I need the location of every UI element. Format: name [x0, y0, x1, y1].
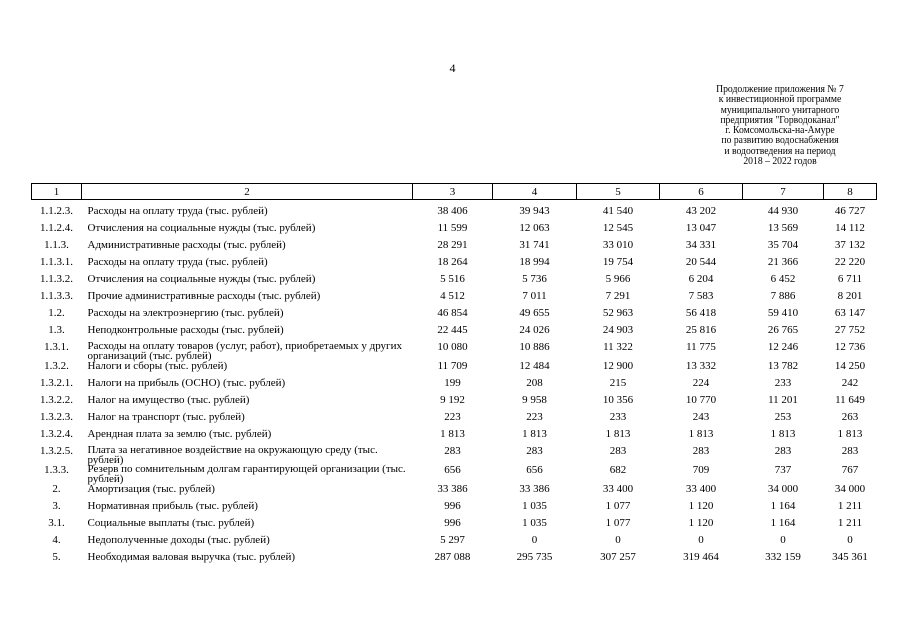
table-row: [32, 361, 877, 378]
table-row: [32, 465, 877, 484]
row-value-cell: 295 735: [516, 551, 553, 563]
row-value-cell: 1 813: [688, 428, 714, 440]
row-value-cell: 215: [609, 377, 627, 389]
row-value-cell: 56 418: [685, 307, 717, 319]
header-note-line: к инвестиционной программе: [718, 94, 842, 106]
row-value-cell: 1 120: [688, 517, 714, 529]
table-row: [32, 200, 877, 224]
row-value-cell: 33 386: [519, 483, 550, 495]
table-row: [32, 342, 877, 361]
row-name-cell: Социальные выплаты (тыс. рублей): [87, 517, 255, 529]
header-cell: 4: [493, 184, 577, 200]
row-name-cell: Необходимая валовая выручка (тыс. рублей): [87, 551, 296, 563]
row-value-cell: 33 400: [685, 483, 717, 495]
row-value-cell: 14 250: [834, 360, 866, 372]
table-row: [32, 484, 877, 501]
row-value-cell: 1 164: [770, 500, 796, 512]
row-value-cell: 709: [692, 464, 710, 476]
row-value-cell: 242: [841, 377, 859, 389]
row-value-cell: 1 813: [522, 428, 547, 440]
row-code-cell: 1.3.1.: [44, 341, 69, 353]
row-value-cell: 1 813: [837, 428, 863, 440]
row-name-cell: Налоги и сборы (тыс. рублей): [87, 360, 228, 372]
table-row: [32, 223, 877, 240]
row-value-cell: 243: [692, 411, 710, 423]
row-value-cell: 37 132: [834, 239, 866, 251]
expenses-table: [31, 183, 877, 569]
row-name-cell: Отчисления на социальные нужды (тыс. рублей): [87, 273, 316, 285]
row-value-cell: 33 010: [602, 239, 634, 251]
row-value-cell: 1 077: [605, 517, 631, 529]
table-row: [32, 552, 877, 569]
row-value-cell: 283: [692, 445, 710, 457]
row-value-cell: 253: [774, 411, 792, 423]
row-name-cell: Амортизация (тыс. рублей): [87, 483, 215, 495]
row-value-cell: 224: [692, 377, 710, 389]
row-value-cell: 1 077: [605, 500, 631, 512]
row-value-cell: 1 813: [605, 428, 631, 440]
row-code-cell: 1.3.2.2.: [40, 394, 73, 406]
row-value-cell: 5 516: [440, 273, 465, 285]
row-value-cell: 682: [609, 464, 627, 476]
row-value-cell: 307 257: [600, 551, 636, 563]
row-value-cell: 332 159: [765, 551, 801, 563]
header-cell: 3: [413, 184, 493, 200]
header-note-line: Продолжение приложения № 7: [716, 84, 844, 95]
row-value-cell: 13 332: [685, 360, 717, 372]
row-value-cell: 11 709: [437, 360, 468, 372]
row-code-cell: 1.1.2.3.: [40, 205, 73, 217]
row-name-cell: Недополученные доходы (тыс. рублей): [87, 534, 270, 546]
row-value-cell: 34 000: [767, 483, 799, 495]
row-code-cell: 1.3.2.1.: [40, 377, 73, 389]
row-name-cell: Неподконтрольные расходы (тыс. рублей): [87, 324, 284, 336]
row-value-cell: 44 930: [767, 205, 799, 217]
row-name-cell: Расходы на электроэнергию (тыс. рублей): [87, 307, 284, 319]
row-value-cell: 38 406: [437, 205, 468, 217]
row-value-cell: 996: [444, 517, 461, 529]
row-value-cell: 5 297: [440, 534, 465, 546]
header-note-line: г. Комсомольска-на-Амуре: [725, 125, 835, 137]
row-value-cell: 1 164: [770, 517, 796, 529]
row-value-cell: 345 361: [832, 551, 868, 563]
row-value-cell: 0: [847, 534, 853, 546]
row-value-cell: 9 958: [522, 394, 547, 406]
row-value-cell: 7 011: [522, 290, 547, 302]
row-value-cell: 7 291: [605, 290, 631, 302]
row-value-cell: 283: [841, 445, 859, 457]
row-value-cell: 6 711: [837, 273, 863, 285]
row-code-cell: 1.3.3.: [44, 464, 69, 476]
row-value-cell: 49 655: [519, 307, 550, 319]
header-note-line: предприятия "Горводоканал": [720, 114, 840, 126]
header-cell: 7: [743, 184, 824, 200]
row-value-cell: 39 943: [519, 205, 550, 217]
row-code-cell: 1.2.: [48, 307, 65, 319]
row-value-cell: 43 202: [685, 205, 717, 217]
row-value-cell: 1 035: [522, 517, 547, 529]
row-value-cell: 27 752: [834, 324, 866, 336]
row-name-cell: Плата за негативное воздействие на окружающую среду (тыс. рублей): [87, 444, 378, 466]
table-row: [32, 378, 877, 395]
row-value-cell: 996: [444, 500, 461, 512]
row-name-cell: Отчисления на социальные нужды (тыс. рублей): [87, 222, 316, 234]
row-value-cell: 1 120: [688, 500, 714, 512]
row-value-cell: 33 386: [437, 483, 468, 495]
appendix-header-note: [688, 85, 872, 167]
row-value-cell: 223: [526, 411, 543, 423]
row-name-cell: Резерв по сомнительным долгам гарантирующей организации (тыс. рублей): [87, 463, 406, 485]
row-value-cell: 6 204: [688, 273, 714, 285]
row-value-cell: 737: [774, 464, 792, 476]
row-value-cell: 10 886: [519, 341, 550, 353]
row-value-cell: 24 903: [602, 324, 634, 336]
row-code-cell: 1.3.2.3.: [40, 411, 73, 423]
row-code-cell: 1.1.3.3.: [40, 290, 73, 302]
row-value-cell: 6 452: [770, 273, 796, 285]
row-value-cell: 10 356: [602, 394, 634, 406]
row-value-cell: 19 754: [602, 256, 634, 268]
row-value-cell: 26 765: [767, 324, 799, 336]
header-note-line: по развитию водоснабжения: [721, 135, 839, 147]
row-value-cell: 283: [526, 445, 543, 457]
row-value-cell: 199: [444, 377, 461, 389]
header-cell: 2: [82, 184, 413, 200]
row-value-cell: 319 464: [683, 551, 719, 563]
row-value-cell: 767: [841, 464, 859, 476]
row-value-cell: 223: [444, 411, 461, 423]
row-value-cell: 10 770: [685, 394, 717, 406]
table-body: [32, 200, 877, 570]
row-value-cell: 4 512: [440, 290, 465, 302]
row-name-cell: Арендная плата за землю (тыс. рублей): [87, 428, 272, 440]
row-value-cell: 263: [841, 411, 859, 423]
row-value-cell: 12 736: [834, 341, 866, 353]
row-value-cell: 12 900: [602, 360, 634, 372]
table-row: [32, 308, 877, 325]
row-value-cell: 18 994: [519, 256, 550, 268]
table-row: [32, 257, 877, 274]
table-row: [32, 291, 877, 308]
row-value-cell: 208: [526, 377, 543, 389]
row-value-cell: 22 445: [437, 324, 468, 336]
row-value-cell: 0: [531, 534, 538, 546]
row-value-cell: 13 569: [767, 222, 799, 234]
row-value-cell: 1 035: [522, 500, 547, 512]
row-value-cell: 31 741: [519, 239, 550, 251]
row-value-cell: 8 201: [837, 290, 863, 302]
header-cell: 6: [660, 184, 743, 200]
table-row: [32, 518, 877, 535]
row-value-cell: 34 331: [685, 239, 717, 251]
row-value-cell: 20 544: [685, 256, 717, 268]
row-value-cell: 63 147: [834, 307, 866, 319]
row-name-cell: Расходы на оплату товаров (услуг, работ), приобретаемых у других организаций (тыс. рублей): [87, 340, 402, 362]
row-name-cell: Нормативная прибыль (тыс. рублей): [87, 500, 258, 512]
row-value-cell: 28 291: [437, 239, 468, 251]
row-code-cell: 1.1.2.4.: [40, 222, 73, 234]
row-name-cell: Расходы на оплату труда (тыс. рублей): [87, 205, 268, 217]
row-value-cell: 287 088: [434, 551, 471, 563]
header-note-line: и водоотведения на период: [724, 145, 836, 157]
row-code-cell: 1.1.3.: [44, 239, 69, 251]
row-value-cell: 656: [526, 464, 543, 476]
table-row: [32, 240, 877, 257]
row-value-cell: 21 366: [767, 256, 799, 268]
row-value-cell: 283: [609, 445, 627, 457]
row-code-cell: 3.: [52, 500, 61, 512]
row-value-cell: 22 220: [834, 256, 866, 268]
row-value-cell: 5 966: [605, 273, 631, 285]
row-name-cell: Прочие административные расходы (тыс. рублей): [87, 290, 321, 302]
row-code-cell: 5.: [52, 551, 61, 563]
row-value-cell: 0: [780, 534, 786, 546]
row-name-cell: Налоги на прибыль (ОСНО) (тыс. рублей): [87, 377, 286, 389]
header-note-line: 2018 – 2022 годов: [743, 156, 817, 168]
row-value-cell: 11 649: [835, 394, 865, 406]
row-code-cell: 2.: [52, 483, 61, 495]
row-value-cell: 7 583: [688, 290, 714, 302]
row-value-cell: 9 192: [440, 394, 465, 406]
row-value-cell: 5 736: [522, 273, 547, 285]
header-cell: 1: [32, 184, 82, 200]
row-value-cell: 25 816: [685, 324, 717, 336]
table-row: [32, 412, 877, 429]
row-value-cell: 35 704: [767, 239, 799, 251]
row-value-cell: 46 854: [437, 307, 468, 319]
row-value-cell: 12 246: [767, 341, 799, 353]
row-value-cell: 11 322: [603, 341, 633, 353]
row-value-cell: 1 813: [770, 428, 796, 440]
row-value-cell: 33 400: [602, 483, 634, 495]
table-row: [32, 535, 877, 552]
table-row: [32, 274, 877, 291]
row-code-cell: 1.3.: [48, 324, 65, 336]
row-code-cell: 3.1.: [48, 517, 65, 529]
row-value-cell: 1 211: [837, 517, 863, 529]
row-value-cell: 233: [774, 377, 792, 389]
row-value-cell: 13 782: [767, 360, 799, 372]
page-number: 4: [449, 61, 456, 75]
row-value-cell: 11 599: [437, 222, 468, 234]
row-value-cell: 14 112: [835, 222, 865, 234]
row-value-cell: 1 813: [440, 428, 465, 440]
row-name-cell: Расходы на оплату труда (тыс. рублей): [87, 256, 268, 268]
row-value-cell: 283: [774, 445, 792, 457]
row-name-cell: Налог на имущество (тыс. рублей): [87, 394, 250, 406]
row-value-cell: 233: [609, 411, 627, 423]
row-code-cell: 4.: [52, 534, 61, 546]
row-value-cell: 24 026: [519, 324, 550, 336]
row-code-cell: 1.1.3.2.: [40, 273, 73, 285]
row-value-cell: 1 211: [837, 500, 863, 512]
row-value-cell: 11 201: [768, 394, 798, 406]
row-value-cell: 41 540: [602, 205, 634, 217]
row-value-cell: 12 063: [519, 222, 550, 234]
row-code-cell: 1.3.2.5.: [40, 445, 73, 457]
row-code-cell: 1.3.2.: [44, 360, 69, 372]
row-value-cell: 10 080: [437, 341, 468, 353]
row-value-cell: 0: [698, 534, 704, 546]
row-value-cell: 13 047: [685, 222, 717, 234]
row-value-cell: 12 545: [602, 222, 634, 234]
row-name-cell: Административные расходы (тыс. рублей): [87, 239, 286, 251]
header-cell: 8: [824, 184, 877, 200]
row-value-cell: 656: [444, 464, 461, 476]
header-cell: 5: [577, 184, 660, 200]
table-row: [32, 501, 877, 518]
table-header-row: [32, 184, 877, 200]
row-name-cell: Налог на транспорт (тыс. рублей): [87, 411, 245, 423]
row-value-cell: 7 886: [770, 290, 796, 302]
row-value-cell: 12 484: [519, 360, 550, 372]
row-value-cell: 0: [615, 534, 621, 546]
row-value-cell: 18 264: [437, 256, 468, 268]
row-code-cell: 1.1.3.1.: [40, 256, 73, 268]
row-code-cell: 1.3.2.4.: [40, 428, 73, 440]
row-value-cell: 52 963: [602, 307, 634, 319]
row-value-cell: 11 775: [686, 341, 716, 353]
row-value-cell: 46 727: [834, 205, 866, 217]
row-value-cell: 283: [444, 445, 461, 457]
row-value-cell: 59 410: [767, 307, 799, 319]
row-value-cell: 34 000: [834, 483, 866, 495]
header-note-line: муниципального унитарного: [720, 104, 840, 116]
table-row: [32, 395, 877, 412]
